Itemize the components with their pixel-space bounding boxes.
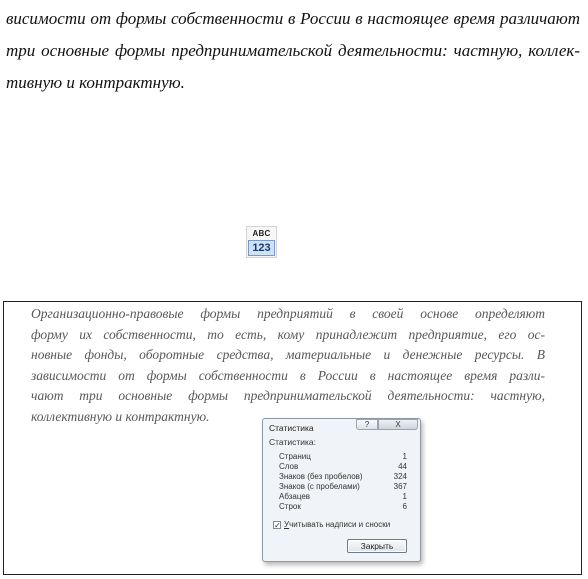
stat-label: Страниц xyxy=(279,452,311,461)
close-icon: X xyxy=(395,420,401,429)
statistics-dialog xyxy=(262,418,421,562)
word-count-icon[interactable] xyxy=(246,226,277,258)
dialog-title: Статистика xyxy=(269,423,314,433)
document-paragraph xyxy=(6,3,580,99)
screenshot-line: коллективную и контрактную. xyxy=(31,408,210,424)
group-title: Статистика: xyxy=(269,437,317,447)
screenshot-line: зависимости от формы собственности в России в настоящее время разли- xyxy=(31,367,545,383)
checkbox-label: читывать надписи и сноски xyxy=(289,520,391,529)
num-label: 123 xyxy=(248,240,275,256)
stat-label: Слов xyxy=(279,462,299,471)
stat-value: 324 xyxy=(393,472,407,481)
stat-label: Абзацев xyxy=(279,492,311,501)
stat-row-chars-no-spaces xyxy=(269,472,415,482)
help-button[interactable] xyxy=(356,419,378,430)
screenshot-line: Организационно-правовые формы предприятий в своей основе определяют xyxy=(31,306,545,321)
stat-label: Знаков (без пробелов) xyxy=(279,472,363,481)
stat-row-words xyxy=(269,462,415,472)
stat-row-paragraphs xyxy=(269,492,415,502)
paragraph-line: три основные формы предпринимательской деятельности: частную, коллек- xyxy=(6,41,580,60)
screenshot-line: форму их собственности, то есть, кому принадлежит предприятие, его ос- xyxy=(31,326,545,342)
stat-value: 1 xyxy=(402,492,407,501)
stat-row-lines xyxy=(269,502,415,512)
abc-label: ABC xyxy=(252,229,271,238)
stat-row-chars-with-spaces xyxy=(269,482,415,492)
close-button[interactable] xyxy=(378,419,418,430)
dialog-close-button[interactable]: Закрыть xyxy=(347,539,407,553)
include-textboxes-checkbox[interactable] xyxy=(273,520,390,529)
screenshot-line: чают три основные формы предпринимательской деятельности: частную, xyxy=(31,388,545,403)
paragraph-line: висимости от формы собственности в России в настоящее время различают xyxy=(6,9,580,28)
screenshot-paragraph xyxy=(31,304,545,427)
paragraph-line: тивную и контрактную. xyxy=(6,73,185,92)
stat-row-pages xyxy=(269,452,415,462)
stat-label: Знаков (с пробелами) xyxy=(279,482,360,491)
help-icon: ? xyxy=(364,420,370,429)
stat-value: 1 xyxy=(402,452,407,461)
stat-value: 367 xyxy=(393,482,407,491)
statistics-group xyxy=(269,437,415,512)
checkbox-accelerator: У xyxy=(284,520,290,529)
stat-label: Строк xyxy=(279,502,301,511)
checkmark-icon: ✓ xyxy=(274,520,281,530)
stat-value: 6 xyxy=(402,502,407,511)
screenshot-line: новные фонды, оборотные средства, материальные и денежные ресурсы. В xyxy=(31,347,545,362)
stat-value: 44 xyxy=(398,462,407,471)
